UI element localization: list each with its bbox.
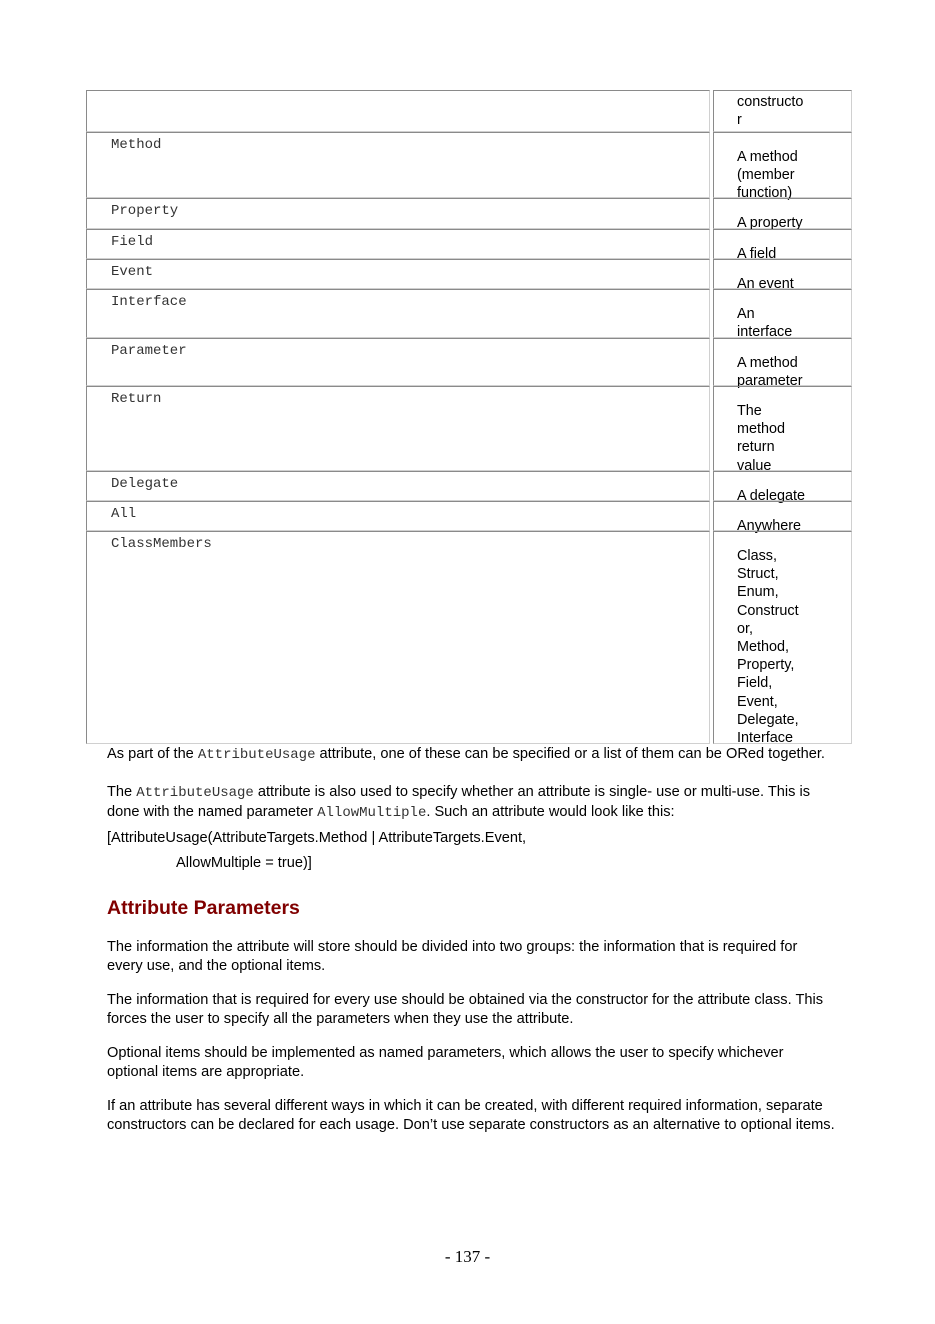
table-row: [86, 531, 852, 747]
table-row: [86, 229, 852, 262]
paragraph: The information the attribute will store should be divided into two groups: the information that is required for every use, and the optional items.: [107, 939, 798, 974]
table-cell-value: Method: [86, 132, 710, 198]
table-cell-value: [86, 90, 710, 132]
table-row: [86, 259, 852, 292]
section-heading: Attribute Parameters: [107, 897, 300, 919]
table-row: [86, 289, 852, 341]
table-row: [86, 386, 852, 474]
text-run: As part of the: [107, 746, 198, 762]
inline-code: AttributeUsage: [136, 785, 254, 801]
table-cell-description: An event: [713, 259, 852, 289]
table-cell-description: A method parameter: [713, 338, 852, 386]
table-cell-description: A delegate: [713, 471, 852, 501]
example-line-2: AllowMultiple = true)]: [176, 855, 312, 871]
text-run: attribute is also used to specify whether an attribute is single- use or multi-use. This is done with the named parameter: [107, 784, 811, 820]
paragraph: The information that is required for every use should be obtained via the constructor for the attribute class. This forces the user to specify all the parameters when they use the attribute.: [107, 992, 824, 1027]
table-cell-value: Delegate: [86, 471, 710, 501]
table-cell-description: A method (member function): [713, 132, 852, 198]
inline-code: AttributeUsage: [197, 747, 316, 763]
table-cell-description: Anywhere: [713, 501, 852, 531]
table-cell-value: Field: [86, 229, 710, 259]
table-cell-description: An interface: [713, 289, 852, 338]
table-cell-description: The method return value: [713, 386, 852, 471]
table-cell-description: constructo r: [713, 90, 852, 132]
table-row: [86, 471, 852, 504]
table-row: [86, 338, 852, 390]
paragraph-allow-multiple: [107, 783, 837, 822]
table-row: [86, 132, 852, 202]
table-cell-description: A field: [713, 229, 852, 259]
text-run: attribute, one of these can be specified or a list of them can be ORed together.: [315, 746, 825, 762]
table-cell-description: Class, Struct, Enum, Construct or, Method, Property, Field, Event, Delegate, Interface: [713, 531, 852, 744]
text-run: . Such an attribute would look like this:: [426, 803, 675, 820]
paragraph-attribute-usage: [107, 745, 837, 765]
table-cell-value: Return: [86, 386, 710, 471]
paragraph: If an attribute has several different ways in which it can be created, with different required information, separate constructors can be declared for each usage. Don’t use separate constructors as an alternative to optional items.: [107, 1098, 835, 1133]
table-row: [86, 198, 852, 229]
table-cell-value: ClassMembers: [86, 531, 710, 744]
table-cell-value: Property: [86, 198, 710, 229]
example-line-1: [AttributeUsage(AttributeTargets.Method | AttributeTargets.Event,: [107, 830, 527, 846]
table-cell-value: Event: [86, 259, 710, 289]
paragraph: Optional items should be implemented as named parameters, which allows the user to specify whichever optional items are appropriate.: [107, 1045, 784, 1080]
text-run: The: [107, 784, 137, 800]
table-cell-value: Parameter: [86, 338, 710, 386]
inline-code: AllowMultiple: [317, 804, 427, 821]
table-row: [86, 501, 852, 534]
table-row: [86, 90, 852, 132]
table-cell-value: All: [86, 501, 710, 531]
table-cell-value: Interface: [86, 289, 710, 338]
table-cell-description: A property: [713, 198, 852, 229]
page-number: - 137 -: [444, 1247, 491, 1266]
